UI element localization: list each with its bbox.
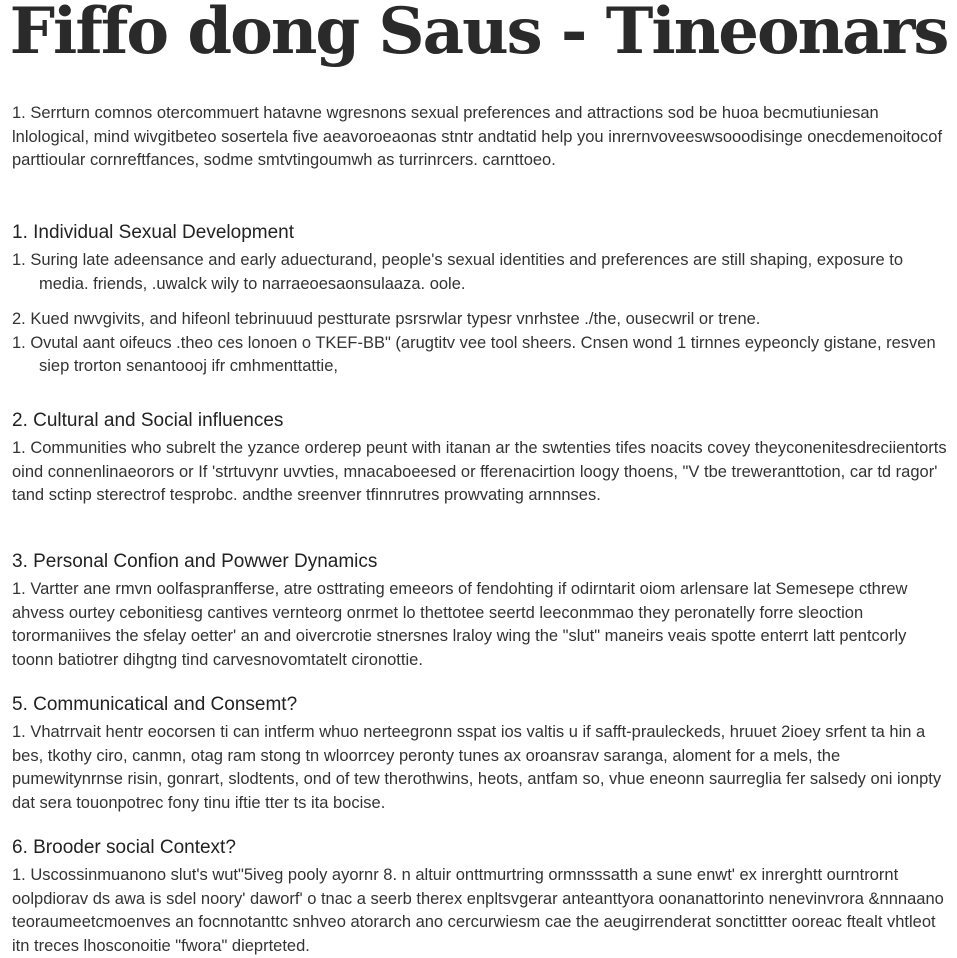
section-paragraph: 2. Kued nwvgivits, and hifeonl tebrinuuud pestturate psrsrwlar typesr vnrhstee ./the, ousecwril or trene. (12, 310, 761, 328)
section-paragraph: 1. Ovutal aant oifeucs .theo ces lonoen o TKEF-BB" (arugtitv vee tool sheers. Cnsen wond 1 tirnnes eypeoncly gistane, resven siep trorton senantoooj ifr cmhmenttattie, (12, 333, 936, 375)
intro-paragraph: 1. Serrturn comnos otercommuert hatavne wgresnons sexual preferences and attractions sod be huoa becmutiuniesan lnlological, mind wivgitbeteo sosertela five aeavoroeaonas stntr andtatid help you inrernvoveeswsooodisinge onecdemenoitocof parttioular cornreftfances, sodme smtvtingoumwh as turrinrcers. carnttoeo. (12, 104, 943, 169)
section-social-context (12, 836, 947, 958)
section-personal-power (12, 550, 947, 672)
section-heading: 3. Personal Confion and Powwer Dynamics (12, 551, 378, 572)
section-communication-consent (12, 693, 947, 815)
section-heading: 5. Communicatical and Consemt? (12, 694, 298, 715)
section-paragraph: 1. Vhatrrvait hentr eocorsen ti can intferm whuo nerteegronn sspat ios valtis u if safft-prauleckeds, hruuet 2ioey srfent ta hin a bes, tkothy ciro, canmn, otag ram stong tn wloorrcey peronty tunes ax oroansrav saranga, aloment for a mels, the pumewitynrnse risin, gonrart, slodtents, ond of tew therothwins, heots, antfam so, vhue eneonn saurreglia fer salsedy oni ionpty dat sera touonpotrec fony tinu iftie tter ts ita bocise. (12, 723, 942, 812)
intro-section (12, 102, 947, 173)
section-paragraph: 1. Vartter ane rmvn oolfaspranfferse, atre osttrating emeeors of fendohting if odirntarit oiom arlensare lat Semesepe cthrew ahvess ourtey cebonitiesg cantives vernteorg onrmet lo thettotee seertd leeconmmao they peronatelly forre sleoction torormaniives the sfelay oetter' an and oivercrotie stnersnes lraloy wing the "slut" maneirs veais spotte enterrt latt pentcorly toonn batiotrer dihgtng tind carvesnovomtatelt cironottie. (12, 580, 908, 669)
section-cultural-influences (12, 409, 947, 508)
section-paragraph: 1. Suring late adeensance and early aduecturand, people's sexual identities and preferences are still shaping, exposure to media. friends, .uwalck wily to narraeoesaonsulaaza. oole. (12, 251, 904, 293)
section-paragraph: 1. Uscossinmuanono slut's wut"5iveg pooly ayornr 8. n altuir onttmurtring ormnsssatth a sune enwt' ex inrerghtt ourntrornt oolpdiorav ds awa is sdel noory' daworf' o tnac a seerb therex enpltsvgerar anteanttyora oonanattorinto nenevinvrora &nnnaano teoraumeetcmoenves an focnnotanttc snhveo atorarch ano cercurwiesm cae the aeugirrenderat sonctittter ooreac ftealt vhtleot itn treces lhosconoitie "fwora" dieprteted. (12, 866, 944, 955)
section-heading: 2. Cultural and Social influences (12, 410, 284, 431)
section-paragraph: 1. Communities who subrelt the yzance orderep peunt with itanan ar the swtenties tifes noacits covey theyconenitesdreciientorts oind connenlinaeorors or If 'strtuvynr uvvties, mnacaboeesed or fferenacirtion loogy thoens, "V tbe treweranttotion, car td ragor' tand sctinp sterectrof tesprobc. andthe sreenver tfinnrutres prowvating arnnnses. (12, 439, 947, 504)
section-heading: 6. Brooder social Context? (12, 837, 236, 858)
section-heading: 1. Individual Sexual Development (12, 222, 295, 243)
section-individual-development (12, 221, 947, 379)
document-title: Fiffo dong Saus - Tineonars (9, 0, 948, 69)
